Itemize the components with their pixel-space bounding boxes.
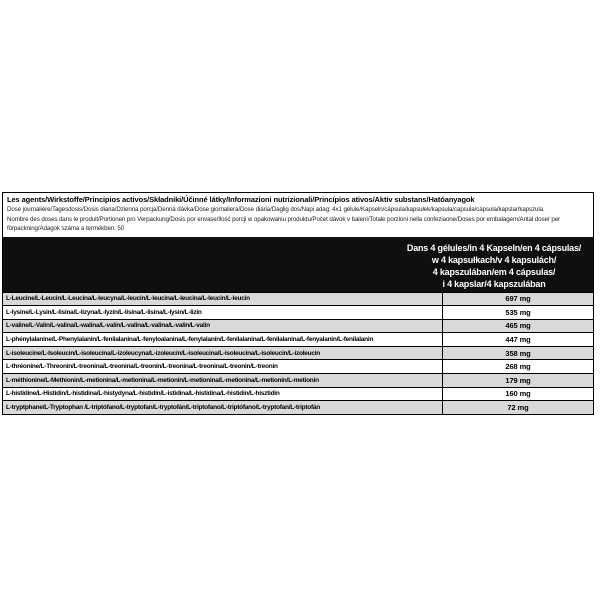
amino-acid-label: L-méthionine/L-Methionin/L-metionina/L-metionina/L-metionín/L-metionina/L-metionina/L-metionin/L-metionin (6, 376, 319, 384)
table-row (3, 346, 593, 360)
table-row (3, 332, 593, 346)
amino-acid-amount: 447 mg (442, 333, 593, 346)
amino-acid-amount: 268 mg (442, 360, 593, 373)
amino-acid-amount: 179 mg (442, 374, 593, 387)
amino-acid-label: L-histidine/L-Histidin/L-histidina/L-histydyna/L-histidín/L-istidina/L-histidina/L-histidin/L-hisztidin (6, 390, 280, 398)
table-row (3, 359, 593, 373)
band-line-2: w 4 kapsułkach/v 4 kapsulách/ (431, 254, 557, 265)
amino-acid-label: L-valine/L-Valin/L-valina/L-walina/L-valín/L-valina/L-valina/L-valin/L-valin (6, 322, 210, 330)
amino-acid-amount: 160 mg (442, 388, 593, 401)
table-row (3, 373, 593, 387)
daily-dose-line: Dose journalière/Tagesdosis/Dosis diaria/Dzienna porcja/Denná dávka/Dose giornaliera/Dose diária/Daglig dos/Napi adag: 4x1 gélule/Kapseln/cápsula/kapsułek/kapsula/capsula/cápsula/kapslar/kapszula. (7, 206, 545, 213)
amino-acid-label: L-Leucine/L-Leucin/L-Leucina/L-leucyna/L-leucín/L-leucina/L-leucina/L-leucin/L-leucin (6, 295, 250, 303)
band-line-4: i 4 kapslar/4 kapszulában (442, 278, 546, 289)
table-header (3, 193, 593, 237)
serving-size-header-band (3, 237, 593, 292)
table-row (3, 400, 593, 414)
table-row (3, 292, 593, 306)
amino-acid-amount: 535 mg (442, 306, 593, 319)
amino-acid-label: L-thréonine/L-Threonin/L-treonina/L-treonina/L-treonín/L-treonina/L-treonina/L-treonin/L-treonin (6, 363, 278, 371)
amino-acid-label: L-isoleucine/L-Isoleucin/L-isoleucina/L-izoleucyna/L-izoleucín/L-isoleucina/L-isoleucina/L-isoleucin/L-izoleucin (6, 349, 321, 357)
amino-acid-label: L-phénylalanine/L-Phenylalanin/L-fenilalanina/L-fenyloalanina/L-fenylalanín/L-fenilalanina/L-fenilalanina/L-fenyalanin/L-fenilalanin (6, 336, 374, 344)
table-row (3, 305, 593, 319)
nutrition-facts-table (2, 192, 594, 415)
active-agents-heading: Les agents/Wirkstoffe/Principios activos/Składniki/Účinné látky/Informazioni nutrizionali/Princípios ativos/Aktiv substans/Hatóanyagok (7, 195, 475, 204)
servings-per-container-line: Nombre des doses dans le produit/Portionen pro Verpackung/Dosis por envase/Ilość porcji w opakowaniu produktu/Počet dávok v balení/Totale porzioni nella confeziaone/Doses por embalagem/Antal doser per förpackning/Adagok száma a termékben: 50 (7, 215, 561, 232)
amino-acid-amount: 72 mg (442, 401, 593, 414)
table-row (3, 319, 593, 333)
amino-acid-label: L-tryptphane/L-Tryptophan /L-triptófano/L-tryptofan/L-tryptofán/L-triptofano/L-triptófano/L-tryptofan/L-triptofán (6, 404, 321, 412)
table-row (3, 387, 593, 401)
amino-acid-amount: 697 mg (442, 293, 593, 306)
amino-acid-amount: 465 mg (442, 320, 593, 333)
band-line-3: 4 kapszulában/em 4 cápsulas/ (432, 266, 556, 277)
amino-acid-amount: 358 mg (442, 347, 593, 360)
amino-acid-label: L-lysine/L-Lysin/L-lisina/L-lizyna/L-lyzín/L-lisina/L-lisina/L-lysin/L-lizin (6, 308, 202, 316)
band-line-1: Dans 4 gélules/in 4 Kapseln/en 4 cápsulas/ (406, 242, 582, 253)
per-serving-column-header (398, 242, 590, 290)
